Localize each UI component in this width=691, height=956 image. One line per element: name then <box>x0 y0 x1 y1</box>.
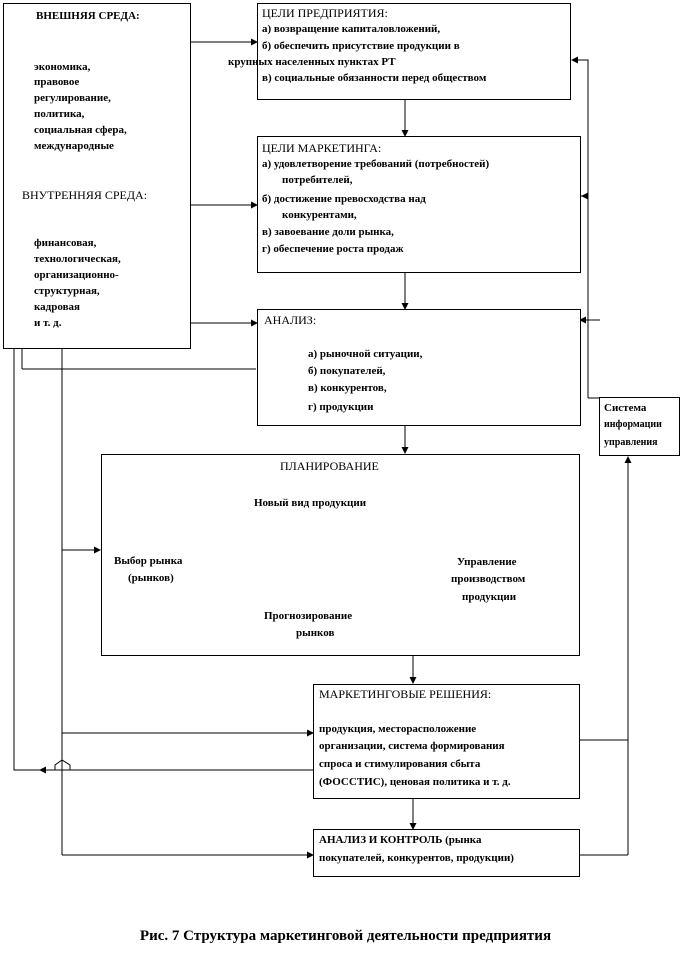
marketing-goals-title: ЦЕЛИ МАРКЕТИНГА: <box>262 141 382 155</box>
internal-item: организационно- <box>34 269 119 281</box>
enterprise-goals-box <box>228 3 571 100</box>
decisions-line: продукция, месторасположение <box>319 723 477 735</box>
internal-item: кадровая <box>34 301 80 313</box>
forecast-label: Прогнозирование <box>264 610 353 622</box>
internal-item: и т. д. <box>34 317 62 329</box>
info-system-box <box>599 397 680 456</box>
new-product-label: Новый вид продукции <box>254 497 367 509</box>
enterprise-goals-title: ЦЕЛИ ПРЕДПРИЯТИЯ: <box>262 6 388 20</box>
marketing-goal-line: в) завоевание доли рынка, <box>262 226 394 238</box>
marketing-goal-line: а) удовлетворение требований (потребностей) <box>262 158 490 170</box>
external-item: правовое <box>34 76 80 88</box>
figure-caption: Рис. 7 Структура маркетинговой деятельности предприятия <box>139 928 552 944</box>
internal-item: финансовая, <box>34 237 97 249</box>
external-env-title: ВНЕШНЯЯ СРЕДА: <box>36 10 140 22</box>
marketing-goal-line: г) обеспечение роста продаж <box>262 243 404 255</box>
market-choice-label: Выбор рынка <box>114 555 183 567</box>
decisions-line: (ФОССТИС), ценовая политика и т. д. <box>319 776 511 788</box>
decisions-line: организации, система формирования <box>319 740 505 752</box>
analysis-box <box>257 309 581 426</box>
decisions-title: МАРКЕТИНГОВЫЕ РЕШЕНИЯ: <box>319 687 492 701</box>
control-line: АНАЛИЗ И КОНТРОЛЬ (рынка <box>319 834 482 846</box>
enterprise-goal-line: крупных населенных пунктах РТ <box>228 56 396 68</box>
info-system-line: информации <box>604 419 662 430</box>
control-line: покупателей, конкурентов, продукции) <box>319 852 514 864</box>
external-item: политика, <box>34 108 85 120</box>
production-label: продукции <box>462 591 517 603</box>
info-system-line: управления <box>604 437 658 448</box>
internal-item: технологическая, <box>34 253 121 265</box>
market-choice-label: (рынков) <box>128 572 174 584</box>
forecast-label: рынков <box>296 627 335 639</box>
enterprise-goal-line: а) возвращение капиталовложений, <box>262 23 441 35</box>
marketing-goal-line: конкурентами, <box>282 209 357 221</box>
production-label: Управление <box>457 556 517 568</box>
enterprise-goal-line: б) обеспечить присутствие продукции в <box>262 40 460 52</box>
control-box <box>313 829 580 877</box>
external-item: экономика, <box>34 61 91 73</box>
analysis-line: б) покупателей, <box>308 365 386 377</box>
analysis-line: а) рыночной ситуации, <box>308 348 423 360</box>
analysis-line: в) конкурентов, <box>308 382 387 394</box>
enterprise-goal-line: в) социальные обязанности перед обществом <box>262 72 487 84</box>
info-system-line: Система <box>604 402 647 414</box>
marketing-goal-line: потребителей, <box>282 174 353 186</box>
internal-item: структурная, <box>34 285 100 297</box>
decisions-box <box>313 684 580 799</box>
external-item: социальная сфера, <box>34 124 127 136</box>
analysis-title: АНАЛИЗ: <box>264 313 317 327</box>
external-item: регулирование, <box>34 92 111 104</box>
internal-env-title: ВНУТРЕННЯЯ СРЕДА: <box>22 188 148 202</box>
marketing-goals-box <box>257 136 581 273</box>
environment-box <box>3 3 191 349</box>
decisions-line: спроса и стимулирования сбыта <box>319 758 481 770</box>
planning-title: ПЛАНИРОВАНИЕ <box>280 459 379 473</box>
external-item: международные <box>34 140 114 152</box>
analysis-line: г) продукции <box>308 401 374 413</box>
marketing-goal-line: б) достижение превосходства над <box>262 193 426 205</box>
production-label: производством <box>451 573 526 585</box>
planning-box <box>101 454 580 656</box>
